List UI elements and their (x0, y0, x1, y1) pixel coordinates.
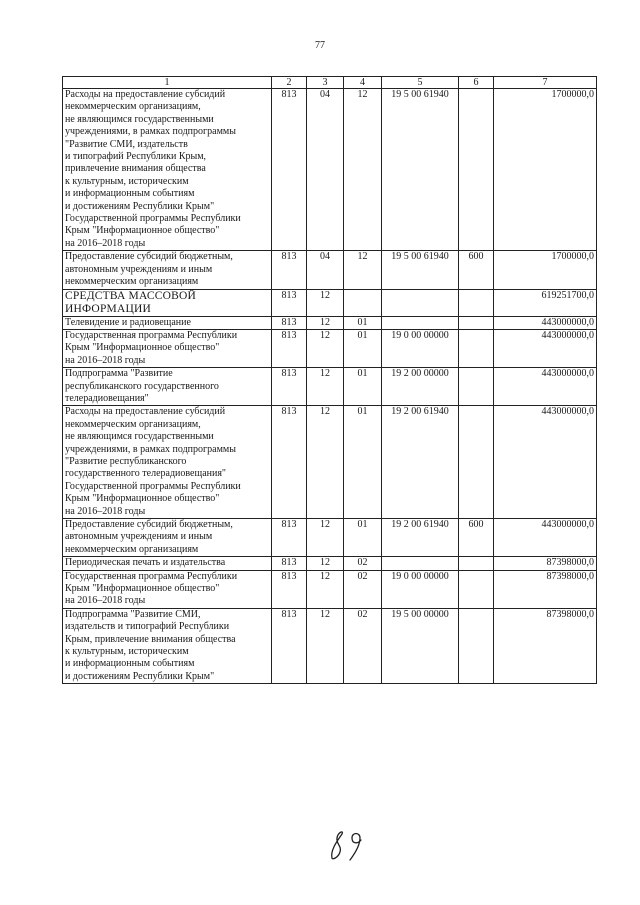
table-row (63, 289, 597, 316)
row-section-code: 12 (307, 519, 344, 557)
row-amount: 1700000,0 (494, 89, 597, 251)
row-name: Периодическая печать и издательства (63, 557, 272, 570)
row-subsection-code: 01 (344, 406, 382, 519)
row-section-code: 12 (307, 316, 344, 329)
column-header: 3 (307, 77, 344, 89)
row-section-code: 04 (307, 89, 344, 251)
row-section-code: 12 (307, 557, 344, 570)
row-expense-type (459, 89, 494, 251)
row-section-code: 12 (307, 406, 344, 519)
table-row (63, 608, 597, 683)
row-expense-type: 600 (459, 519, 494, 557)
row-target-code: 19 2 00 61940 (382, 519, 459, 557)
row-subsection-code: 01 (344, 368, 382, 406)
row-subsection-code: 02 (344, 608, 382, 683)
row-target-code: 19 0 00 00000 (382, 329, 459, 367)
row-gr-code: 813 (272, 557, 307, 570)
row-subsection-code: 01 (344, 316, 382, 329)
row-target-code: 19 5 00 00000 (382, 608, 459, 683)
row-name: Подпрограмма "Развитие СМИ, издательств и типографий Республики Крым, привлечение внимания общества к культурным, историческим и информационным событиям и достижениям Республики Крым" (63, 608, 272, 683)
budget-table (62, 76, 597, 684)
row-name: Расходы на предоставление субсидий некоммерческим организациям, не являющимся государственными учреждениями, в рамках подпрограммы "Развитие СМИ, издательств и типографий Республики Крым, привлечение внимания общества к культурным, историческим и информационным событиям и достижениям Республики Крым" Государственной программы Республики Крым "Информационное общество" на 2016–2018 годы (63, 89, 272, 251)
row-amount: 619251700,0 (494, 289, 597, 316)
row-amount: 87398000,0 (494, 557, 597, 570)
table-row (63, 89, 597, 251)
page-number: 77 (315, 40, 325, 51)
row-name: Государственная программа Республики Крым "Информационное общество" на 2016–2018 годы (63, 570, 272, 608)
row-section-code: 12 (307, 608, 344, 683)
row-target-code (382, 557, 459, 570)
row-section-code: 12 (307, 329, 344, 367)
row-expense-type (459, 329, 494, 367)
row-gr-code: 813 (272, 251, 307, 289)
row-subsection-code: 01 (344, 329, 382, 367)
row-gr-code: 813 (272, 519, 307, 557)
row-expense-type (459, 316, 494, 329)
row-section-code: 12 (307, 368, 344, 406)
row-amount: 443000000,0 (494, 406, 597, 519)
row-amount: 443000000,0 (494, 329, 597, 367)
row-expense-type (459, 557, 494, 570)
table-row (63, 251, 597, 289)
handwritten-page-mark (328, 828, 368, 864)
row-gr-code: 813 (272, 368, 307, 406)
row-gr-code: 813 (272, 329, 307, 367)
table-row (63, 316, 597, 329)
row-amount: 87398000,0 (494, 608, 597, 683)
row-subsection-code (344, 289, 382, 316)
row-amount: 443000000,0 (494, 316, 597, 329)
row-amount: 443000000,0 (494, 368, 597, 406)
column-header: 6 (459, 77, 494, 89)
column-header: 2 (272, 77, 307, 89)
table-row (63, 519, 597, 557)
row-gr-code: 813 (272, 570, 307, 608)
row-gr-code: 813 (272, 608, 307, 683)
table-row (63, 570, 597, 608)
row-amount: 443000000,0 (494, 519, 597, 557)
row-target-code (382, 289, 459, 316)
row-target-code: 19 5 00 61940 (382, 251, 459, 289)
row-gr-code: 813 (272, 406, 307, 519)
row-target-code: 19 0 00 00000 (382, 570, 459, 608)
table-row (63, 557, 597, 570)
column-header: 1 (63, 77, 272, 89)
row-gr-code: 813 (272, 316, 307, 329)
row-expense-type (459, 570, 494, 608)
row-expense-type (459, 289, 494, 316)
row-expense-type (459, 608, 494, 683)
row-name: Предоставление субсидий бюджетным, автономным учреждениям и иным некоммерческим организациям (63, 519, 272, 557)
row-expense-type (459, 368, 494, 406)
row-subsection-code: 12 (344, 251, 382, 289)
row-subsection-code: 02 (344, 557, 382, 570)
row-name: Телевидение и радиовещание (63, 316, 272, 329)
row-section-code: 12 (307, 289, 344, 316)
row-expense-type: 600 (459, 251, 494, 289)
column-header: 5 (382, 77, 459, 89)
row-amount: 87398000,0 (494, 570, 597, 608)
table-row (63, 329, 597, 367)
row-name: Подпрограмма "Развитие республиканского государственного телерадиовещания" (63, 368, 272, 406)
row-name: СРЕДСТВА МАССОВОЙ ИНФОРМАЦИИ (63, 289, 272, 316)
row-target-code (382, 316, 459, 329)
row-section-code: 04 (307, 251, 344, 289)
table-row (63, 406, 597, 519)
row-name: Предоставление субсидий бюджетным, автономным учреждениям и иным некоммерческим организациям (63, 251, 272, 289)
row-section-code: 12 (307, 570, 344, 608)
row-target-code: 19 5 00 61940 (382, 89, 459, 251)
column-header: 7 (494, 77, 597, 89)
row-target-code: 19 2 00 00000 (382, 368, 459, 406)
row-gr-code: 813 (272, 89, 307, 251)
row-gr-code: 813 (272, 289, 307, 316)
row-target-code: 19 2 00 61940 (382, 406, 459, 519)
row-subsection-code: 02 (344, 570, 382, 608)
table-row (63, 368, 597, 406)
row-subsection-code: 01 (344, 519, 382, 557)
row-name: Государственная программа Республики Крым "Информационное общество" на 2016–2018 годы (63, 329, 272, 367)
column-header: 4 (344, 77, 382, 89)
header-row (63, 77, 597, 89)
row-name: Расходы на предоставление субсидий некоммерческим организациям, не являющимся государственными учреждениями, в рамках подпрограммы "Развитие республиканского государственного телерадиовещания" Государственной программы Республики Крым "Информационное общество" на 2016–2018 годы (63, 406, 272, 519)
row-subsection-code: 12 (344, 89, 382, 251)
row-amount: 1700000,0 (494, 251, 597, 289)
row-expense-type (459, 406, 494, 519)
